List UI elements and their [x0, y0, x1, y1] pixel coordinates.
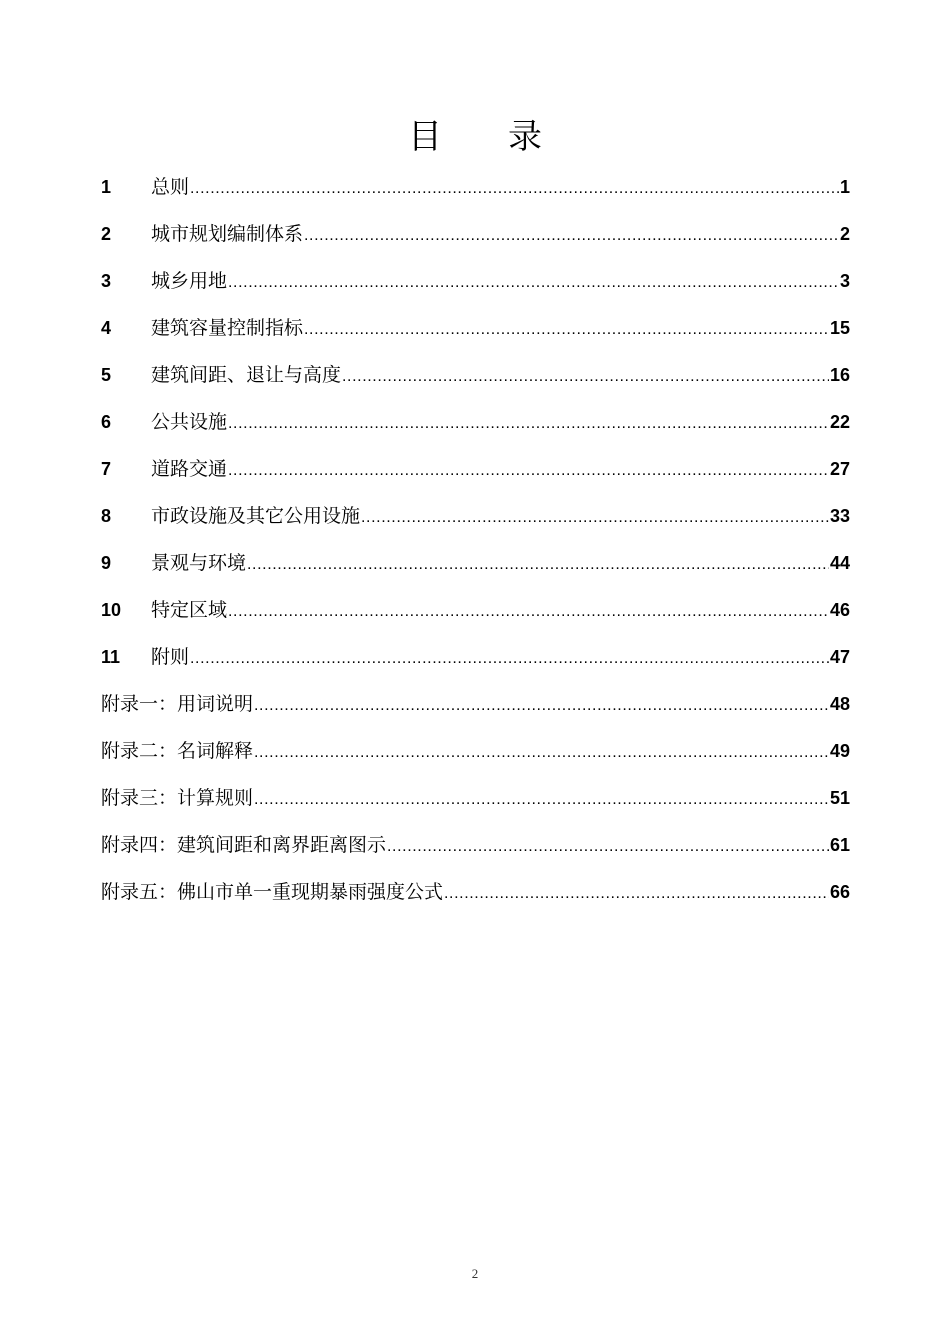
- toc-entry-label: 附录三：计算规则: [101, 787, 254, 809]
- toc-entry-number: 11: [101, 647, 121, 667]
- toc-entry-label: 市政设施及其它公用设施: [151, 505, 361, 527]
- toc-appendix-entry[interactable]: [101, 873, 850, 920]
- toc-entry-number: 6: [101, 412, 112, 432]
- toc-dot-leader: [304, 217, 839, 255]
- toc-dot-leader: [254, 734, 829, 772]
- toc-dot-leader: [387, 828, 829, 866]
- page-number: 2: [471, 1266, 479, 1281]
- toc-entry-label: 城乡用地: [151, 270, 228, 292]
- toc-appendix-entry[interactable]: [101, 826, 850, 873]
- toc-entry-number: 1: [101, 177, 112, 197]
- toc-entry[interactable]: [101, 591, 850, 638]
- toc-entry-label: 景观与环境: [151, 552, 247, 574]
- toc-dot-leader: [254, 781, 829, 819]
- toc-entry-label: 道路交通: [151, 458, 228, 480]
- table-of-contents: [101, 168, 850, 920]
- toc-title-char-1: 目: [408, 117, 442, 157]
- toc-entry-number: 10: [101, 600, 122, 620]
- toc-entry-label: 建筑容量控制指标: [151, 317, 304, 339]
- toc-entry-label: 特定区域: [151, 599, 228, 621]
- toc-dot-leader: [190, 640, 829, 678]
- toc-dot-leader: [228, 593, 829, 631]
- toc-dot-leader: [254, 687, 829, 725]
- toc-entry[interactable]: [101, 309, 850, 356]
- toc-entry[interactable]: [101, 497, 850, 544]
- toc-dot-leader: [247, 546, 829, 584]
- toc-entry[interactable]: [101, 403, 850, 450]
- toc-title-char-2: 录: [508, 117, 542, 157]
- toc-entry-label: 附录四：建筑间距和离界距离图示: [101, 834, 387, 856]
- toc-entry-page: 46: [829, 600, 850, 620]
- toc-entry-page: 61: [829, 835, 850, 855]
- toc-entry-page: 47: [829, 647, 850, 667]
- toc-dot-leader: [228, 264, 839, 302]
- toc-entry-number: 5: [101, 365, 112, 385]
- toc-entry[interactable]: [101, 544, 850, 591]
- toc-entry-number: 2: [101, 224, 112, 244]
- toc-entry[interactable]: [101, 215, 850, 262]
- toc-entry-label: 附录五：佛山市单一重现期暴雨强度公式: [101, 881, 444, 903]
- toc-entry-number: 9: [101, 553, 112, 573]
- toc-entry-label: 建筑间距、退让与高度: [151, 364, 342, 386]
- toc-entry[interactable]: [101, 356, 850, 403]
- toc-entry-label: 附录一：用词说明: [101, 693, 254, 715]
- toc-dot-leader: [342, 358, 829, 396]
- toc-entry-label: 公共设施: [151, 411, 228, 433]
- toc-entry-number: 8: [101, 506, 112, 526]
- toc-appendix-entry[interactable]: [101, 779, 850, 826]
- toc-entry-page: 1: [839, 177, 850, 197]
- toc-appendix-entry[interactable]: [101, 732, 850, 779]
- toc-entry-number: 7: [101, 459, 112, 479]
- toc-entry-page: 48: [829, 694, 850, 714]
- toc-dot-leader: [361, 499, 829, 537]
- toc-dot-leader: [444, 875, 829, 913]
- toc-dot-leader: [228, 405, 829, 443]
- toc-entry[interactable]: [101, 450, 850, 497]
- toc-dot-leader: [190, 170, 839, 208]
- toc-entry-page: 3: [839, 271, 850, 291]
- toc-dot-leader: [304, 311, 829, 349]
- toc-entry-page: 66: [829, 882, 850, 902]
- toc-entry-label: 附则: [151, 646, 190, 668]
- toc-entry-page: 44: [829, 553, 850, 573]
- toc-entry[interactable]: [101, 168, 850, 215]
- toc-entry-page: 15: [829, 318, 850, 338]
- toc-entry-page: 49: [829, 741, 850, 761]
- toc-appendix-entry[interactable]: [101, 685, 850, 732]
- toc-entry-page: 16: [829, 365, 850, 385]
- toc-entry[interactable]: [101, 638, 850, 685]
- toc-entry[interactable]: [101, 262, 850, 309]
- toc-entry-page: 22: [829, 412, 850, 432]
- toc-entry-page: 2: [839, 224, 850, 244]
- toc-title: [0, 112, 950, 162]
- toc-entry-page: 27: [829, 459, 850, 479]
- toc-entry-label: 总则: [151, 176, 190, 198]
- toc-dot-leader: [228, 452, 829, 490]
- toc-entry-page: 51: [829, 788, 850, 808]
- toc-entry-label: 附录二：名词解释: [101, 740, 254, 762]
- toc-entry-label: 城市规划编制体系: [151, 223, 304, 245]
- toc-entry-page: 33: [829, 506, 850, 526]
- toc-entry-number: 3: [101, 271, 112, 291]
- toc-entry-number: 4: [101, 318, 112, 338]
